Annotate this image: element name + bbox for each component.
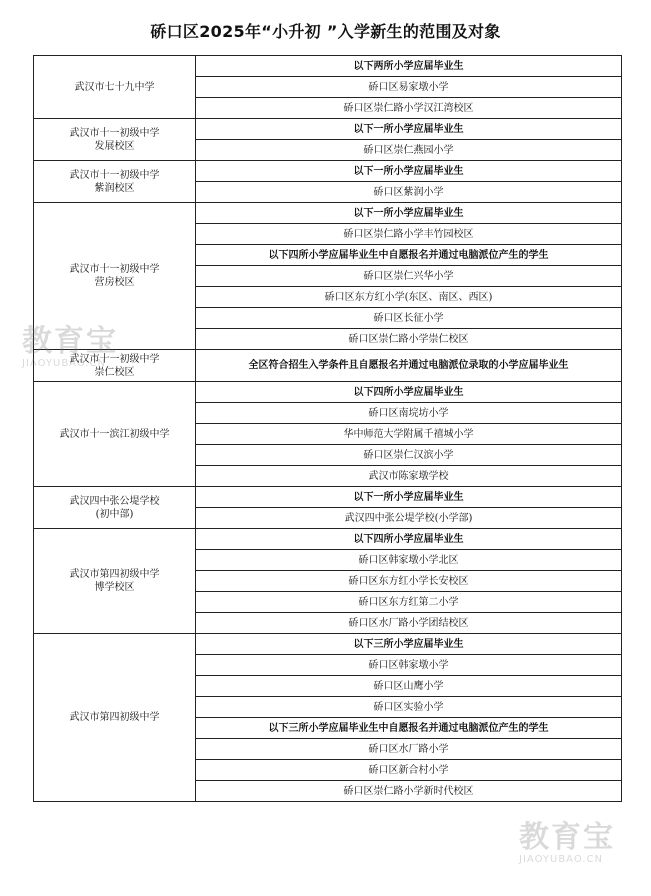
table-row	[34, 119, 622, 140]
school-name-line: 武汉市七十九中学	[74, 81, 155, 93]
school-name-line: 发展校区	[94, 140, 135, 152]
primary-school-name: 硚口区崇仁路小学汉江湾校区	[196, 98, 622, 119]
primary-school-name: 硚口区东方红小学(东区、南区、西区)	[196, 287, 622, 308]
primary-school-name: 武汉市陈家墩学校	[196, 466, 622, 487]
school-name-line: 武汉市十一初级中学	[69, 169, 160, 181]
primary-school-name: 硚口区紫润小学	[196, 182, 622, 203]
school-name-cell	[34, 203, 196, 350]
primary-school-name: 硚口区实验小学	[196, 697, 622, 718]
primary-school-name: 硚口区山鹰小学	[196, 676, 622, 697]
enrollment-scope-heading: 以下一所小学应届毕业生	[196, 487, 622, 508]
enrollment-scope-heading: 以下三所小学应届毕业生	[196, 634, 622, 655]
enrollment-scope-heading: 以下一所小学应届毕业生	[196, 203, 622, 224]
school-name-cell	[34, 119, 196, 161]
primary-school-name: 硚口区南垸坊小学	[196, 403, 622, 424]
primary-school-name: 硚口区崇仁燕园小学	[196, 140, 622, 161]
primary-school-name: 武汉四中张公堤学校(小学部)	[196, 508, 622, 529]
school-name-line: 武汉四中张公堤学校	[69, 495, 160, 507]
school-name-line: 紫润校区	[94, 182, 135, 194]
table-row	[34, 350, 622, 382]
enrollment-scope-heading: 以下四所小学应届毕业生中自愿报名并通过电脑派位产生的学生	[196, 245, 622, 266]
watermark-right	[519, 822, 615, 866]
primary-school-name: 硚口区东方红第二小学	[196, 592, 622, 613]
table-row	[34, 161, 622, 182]
school-name-cell	[34, 56, 196, 119]
table-row	[34, 487, 622, 508]
watermark-brand: 教育宝	[22, 324, 118, 359]
school-name-line: (初中部)	[95, 508, 134, 520]
school-name-line: 营房校区	[94, 277, 135, 288]
school-name-line: 武汉市第四初级中学	[69, 712, 160, 723]
primary-school-name: 硚口区崇仁路小学新时代校区	[196, 781, 622, 802]
school-name-cell	[34, 350, 196, 382]
primary-school-name: 硚口区长征小学	[196, 308, 622, 329]
primary-school-name: 硚口区水厂路小学	[196, 739, 622, 760]
enrollment-scope-heading: 以下三所小学应届毕业生中自愿报名并通过电脑派位产生的学生	[196, 718, 622, 739]
school-name-line: 武汉市十一初级中学	[69, 264, 160, 275]
enrollment-table	[33, 55, 622, 802]
table-row	[34, 529, 622, 550]
school-name-line: 武汉市十一初级中学	[69, 127, 160, 139]
enrollment-table-body	[34, 56, 622, 802]
page-title: 硚口区2025年“小升初 ”入学新生的范围及对象	[150, 22, 501, 41]
enrollment-scope-heading: 以下两所小学应届毕业生	[196, 56, 622, 77]
table-row	[34, 203, 622, 224]
primary-school-name: 硚口区崇仁兴华小学	[196, 266, 622, 287]
table-row	[34, 56, 622, 77]
school-name-line: 崇仁校区	[94, 366, 135, 378]
enrollment-scope-heading: 以下四所小学应届毕业生	[196, 529, 622, 550]
school-name-line: 博学校区	[94, 582, 135, 593]
enrollment-scope-heading: 以下四所小学应届毕业生	[196, 382, 622, 403]
primary-school-name: 硚口区水厂路小学团结校区	[196, 613, 622, 634]
table-row	[34, 382, 622, 403]
watermark-brand: 教育宝	[519, 820, 615, 855]
enrollment-scope-heading: 以下一所小学应届毕业生	[196, 119, 622, 140]
primary-school-name: 硚口区韩家墩小学	[196, 655, 622, 676]
primary-school-name: 硚口区易家墩小学	[196, 77, 622, 98]
enrollment-scope-heading: 全区符合招生入学条件且自愿报名并通过电脑派位录取的小学应届毕业生	[196, 350, 622, 382]
school-name-cell	[34, 529, 196, 634]
school-name-cell	[34, 161, 196, 203]
watermark-url: JIAOYUBAO.CN	[519, 854, 603, 865]
primary-school-name: 硚口区新合村小学	[196, 760, 622, 781]
primary-school-name: 硚口区东方红小学长安校区	[196, 571, 622, 592]
school-name-cell	[34, 634, 196, 802]
primary-school-name: 硚口区韩家墩小学北区	[196, 550, 622, 571]
school-name-cell	[34, 487, 196, 529]
school-name-line: 武汉市十一滨江初级中学	[59, 428, 170, 440]
primary-school-name: 华中师范大学附属千禧城小学	[196, 424, 622, 445]
primary-school-name: 硚口区崇仁路小学崇仁校区	[196, 329, 622, 350]
watermark-url: JIAOYUBAO.CN	[22, 358, 106, 369]
school-name-line: 武汉市十一初级中学	[69, 353, 160, 365]
school-name-cell	[34, 382, 196, 487]
table-row	[34, 634, 622, 655]
enrollment-scope-heading: 以下一所小学应届毕业生	[196, 161, 622, 182]
primary-school-name: 硚口区崇仁路小学丰竹园校区	[196, 224, 622, 245]
primary-school-name: 硚口区崇仁汉滨小学	[196, 445, 622, 466]
school-name-line: 武汉市第四初级中学	[69, 569, 160, 580]
